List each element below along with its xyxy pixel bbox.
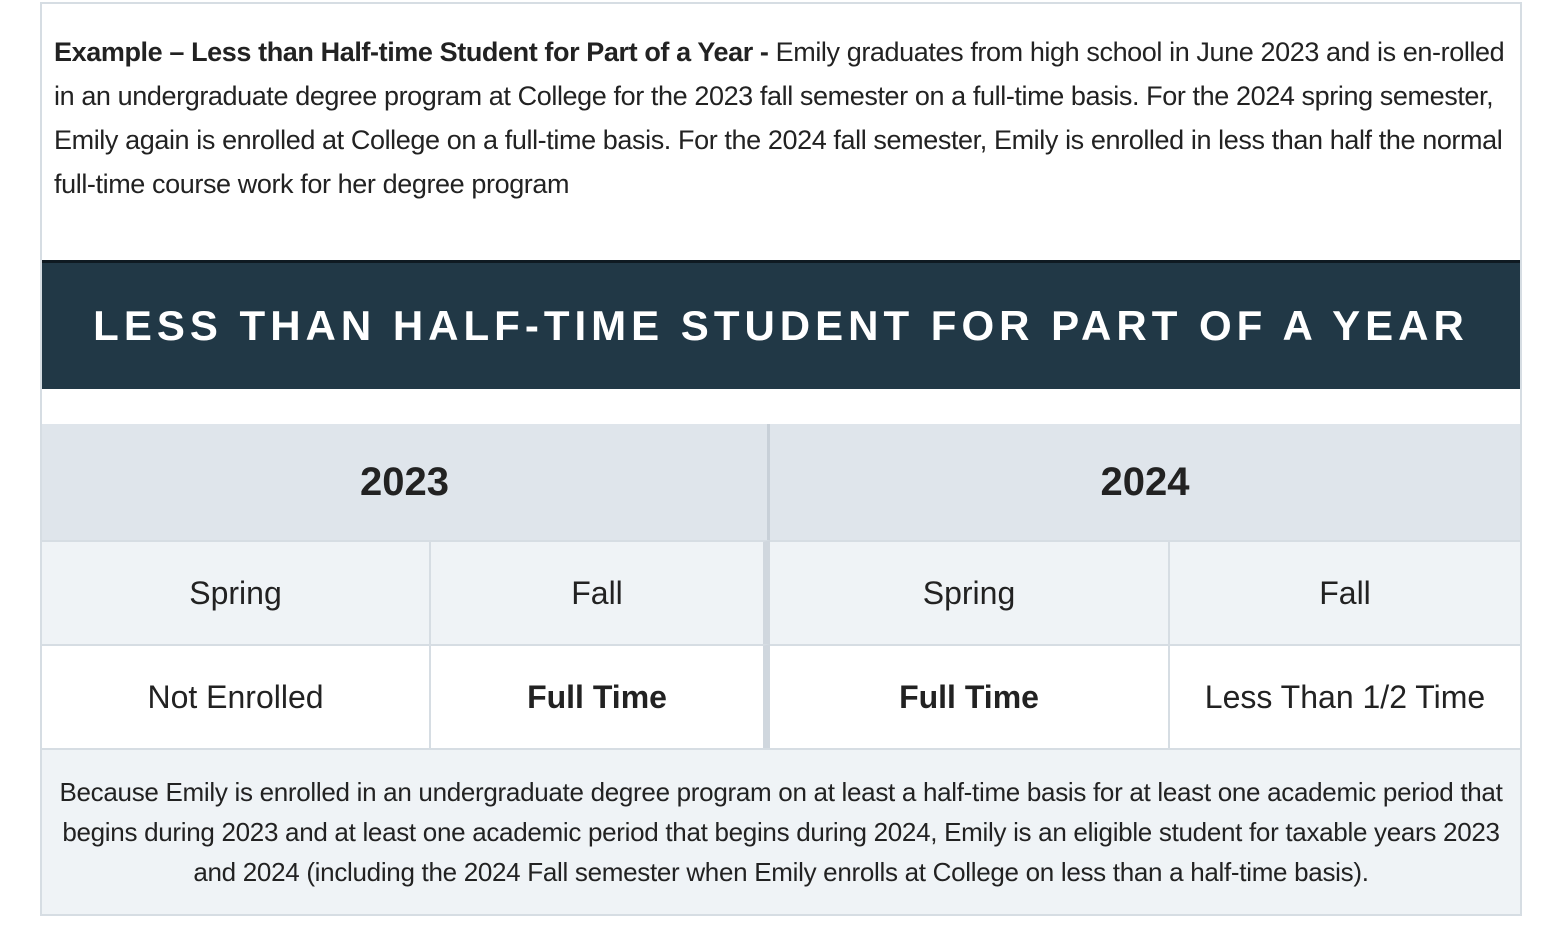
term-cell: Spring: [42, 540, 431, 644]
enrollment-table: [42, 424, 1520, 748]
status-cell: Not Enrolled: [42, 644, 431, 748]
term-cell: Spring: [770, 540, 1170, 644]
term-row: [42, 540, 1520, 644]
status-row: [42, 644, 1520, 748]
table-title: LESS THAN HALF-TIME STUDENT FOR PART OF A YEAR: [93, 302, 1469, 349]
year-header-row: [42, 424, 1520, 540]
status-cell: Full Time: [431, 644, 770, 748]
conclusion-note: [42, 748, 1520, 914]
conclusion-text: Because Emily is enrolled in an undergraduate degree program on at least a half-time basis for at least one academic period that begins during 2023 and at least one academic period that begins during 2024, Emily is an eligible student for taxable years 2023 and 2024 (including the 2024 Fall semester when Emily enrolls at College on less than a half-time basis).: [59, 777, 1503, 887]
example-lead: Example – Less than Half-time Student for Part of a Year -: [54, 37, 769, 67]
example-paragraph: [54, 30, 1508, 206]
year-2024-header: 2024: [770, 424, 1520, 540]
status-cell: Full Time: [770, 644, 1170, 748]
term-cell: Fall: [431, 540, 770, 644]
example-card: [40, 2, 1522, 916]
year-2023-header: 2023: [42, 424, 770, 540]
term-cell: Fall: [1170, 540, 1520, 644]
table-title-banner: [42, 260, 1520, 389]
example-text: Emily graduates from high school in June 2023 and is en-rolled in an undergraduate degree program at College for the 2023 fall semester on a full-time basis. For the 2024 spring semester, Emily again is enrolled at College on a full-time basis. For the 2024 fall semester, Emily is enrolled in less than half the normal full-time course work for her degree program: [54, 37, 1505, 199]
status-cell: Less Than 1/2 Time: [1170, 644, 1520, 748]
